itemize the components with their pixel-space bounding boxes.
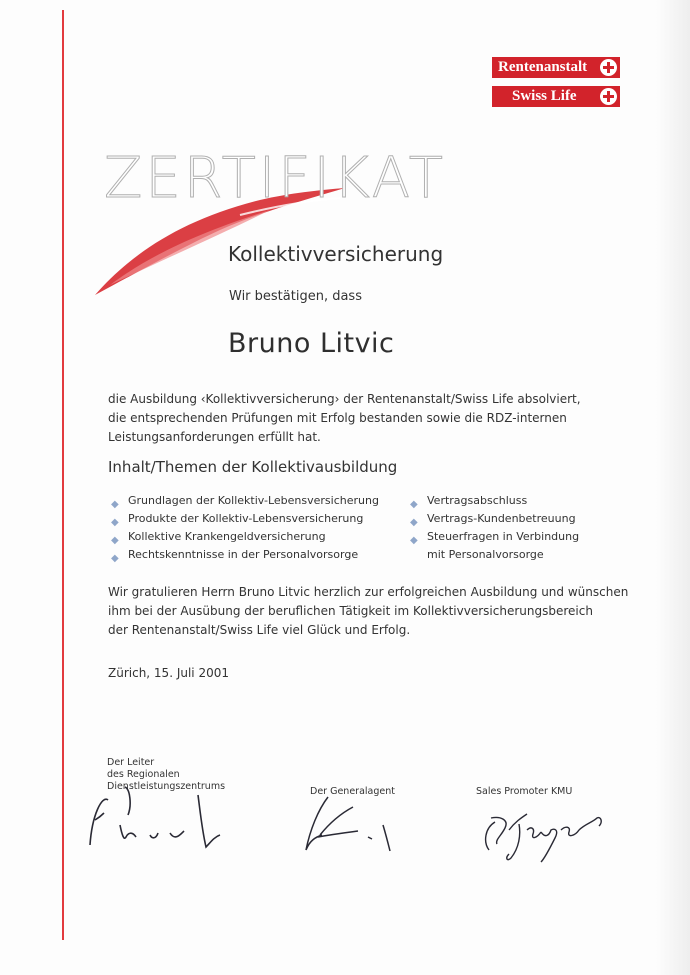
- swiss-life-logo-text: Swiss Life: [512, 88, 577, 104]
- recipient-name: Bruno Litvic: [228, 328, 395, 359]
- red-margin-line: [62, 10, 64, 940]
- congratulations-paragraph: [108, 583, 648, 640]
- diamond-bullet-icon: ◆: [111, 517, 119, 528]
- topic-label: Produkte der Kollektiv-Lebensversicherung: [128, 512, 364, 525]
- swiss-cross-icon: [600, 59, 617, 76]
- topic-label: Steuerfragen in Verbindung: [427, 530, 580, 543]
- topic-label: Rechtskenntnisse in der Personalvorsorge: [128, 548, 359, 561]
- general-agent-signature-label: Der Generalagent: [310, 786, 395, 797]
- topic-item: [108, 528, 379, 546]
- signature-label-line: Der Leiter: [107, 757, 155, 768]
- diamond-bullet-icon: ◆: [410, 499, 418, 510]
- signature-label-line: des Regionalen: [107, 769, 180, 780]
- topic-label: Vertragsabschluss: [427, 494, 528, 507]
- topic-item: [108, 546, 379, 564]
- diamond-bullet-icon: ◆: [111, 499, 119, 510]
- topic-item-continuation: [407, 546, 579, 564]
- confirmation-line: die Ausbildung ‹Kollektivversicherung› der Rentenanstalt/Swiss Life absolviert,: [108, 392, 581, 406]
- swiss-cross-icon: [600, 88, 617, 105]
- confirmation-line: Leistungsanforderungen erfüllt hat.: [108, 430, 321, 444]
- topic-item: [407, 492, 579, 510]
- confirmation-line: die entsprechenden Prüfungen mit Erfolg bestanden sowie die RDZ-internen: [108, 411, 567, 425]
- issue-date: Zürich, 15. Juli 2001: [108, 666, 229, 680]
- congratulations-line: der Rentenanstalt/Swiss Life viel Glück und Erfolg.: [108, 623, 411, 637]
- topic-label: Vertrags-Kundenbetreuung: [427, 512, 576, 525]
- topic-item: [407, 528, 579, 546]
- topic-label: Grundlagen der Kollektiv-Lebensversicherung: [128, 494, 379, 507]
- rentenanstalt-logo: [492, 57, 620, 78]
- diamond-bullet-icon: ◆: [111, 535, 119, 546]
- intro-text: Wir bestätigen, dass: [229, 289, 362, 304]
- topic-label: mit Personalvorsorge: [427, 548, 544, 561]
- rentenanstalt-logo-text: Rentenanstalt: [498, 59, 588, 75]
- sales-promoter-signature-label: Sales Promoter KMU: [476, 786, 573, 797]
- sales-promoter-signature: [475, 800, 625, 880]
- diamond-bullet-icon: ◆: [410, 517, 418, 528]
- leader-signature: [80, 775, 230, 855]
- confirmation-paragraph: [108, 390, 608, 447]
- topic-item: [108, 510, 379, 528]
- topics-list-right: [407, 492, 579, 564]
- certificate-subtitle: Kollektivversicherung: [228, 242, 444, 266]
- general-agent-signature: [298, 795, 408, 855]
- diamond-bullet-icon: ◆: [111, 553, 119, 564]
- congratulations-line: Wir gratulieren Herrn Bruno Litvic herzlich zur erfolgreichen Ausbildung und wünschen: [108, 585, 629, 599]
- topics-list-left: [108, 492, 379, 564]
- certificate-heading: ZERTIFIKAT: [104, 146, 446, 211]
- swiss-life-logo: [492, 86, 620, 107]
- congratulations-line: ihm bei der Ausübung der beruflichen Tätigkeit im Kollektivversicherungsbereich: [108, 604, 593, 618]
- topics-heading: Inhalt/Themen der Kollektivausbildung: [108, 458, 398, 476]
- signature-label-line: Dienstleistungszentrums: [107, 781, 226, 792]
- topic-item: [407, 510, 579, 528]
- topic-label: Kollektive Krankengeldversicherung: [128, 530, 326, 543]
- diamond-bullet-icon: ◆: [410, 535, 418, 546]
- topic-item: [108, 492, 379, 510]
- page-edge-shadow: [656, 0, 690, 975]
